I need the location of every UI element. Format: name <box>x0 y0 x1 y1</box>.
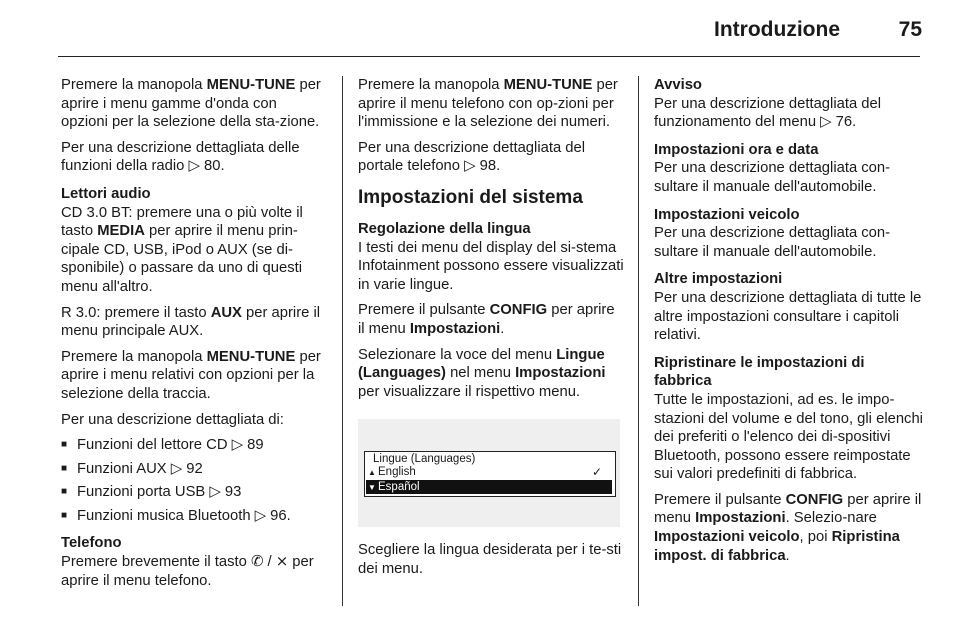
paragraph: R 3.0: premere il tasto AUX per aprire il menu principale AUX. <box>61 304 321 340</box>
arrow-down-icon: ▼ <box>368 483 376 493</box>
note-heading: Avviso <box>654 77 702 93</box>
paragraph: I testi dei menu del display del si-stema Infotainment possono essere visualizzati in varie lingue. <box>358 239 624 293</box>
arrow-up-icon: ▲ <box>368 468 376 478</box>
section-heading-other: Altre impostazioni <box>654 271 783 288</box>
paragraph: Premere il pulsante CONFIG per aprire il menu Impostazioni. Selezio-nare Impostazioni veicolo, poi Ripristina impost. di fabbrica. <box>654 491 922 564</box>
list-item: ■ Funzioni del lettore CD ▷ 89 <box>61 436 327 455</box>
menu-item-espanol-selected: ▼ Español <box>366 480 612 494</box>
list-item: ■ Funzioni AUX ▷ 92 <box>61 460 327 479</box>
page-title: Introduzione <box>714 18 840 41</box>
menu-title: Lingue (Languages) <box>373 453 476 466</box>
paragraph: Scegliere la lingua desiderata per i te-sti dei menu. <box>358 542 622 577</box>
page-number: 75 <box>898 18 922 41</box>
check-icon: ✓ <box>591 465 602 480</box>
paragraph: Tutte le impostazioni, ad es. le impo-stazioni del volume e del tono, gli elenchi dei preferiti o l'elenco dei di-spositivi Bluetooth, possono essere reimpostate sui valori predefiniti di fabbrica. <box>654 391 923 483</box>
subsection-heading-language: Regolazione della lingua <box>358 220 531 237</box>
column-divider <box>638 76 639 606</box>
menu-item-english: ▲ English ✓ <box>366 466 612 479</box>
column-1 <box>61 76 327 597</box>
section-heading-system: Impostazioni del sistema <box>358 186 583 208</box>
list-item: ■ Funzioni musica Bluetooth ▷ 96. <box>61 507 327 526</box>
paragraph: CD 3.0 BT: premere una o più volte il tasto MEDIA per aprire il menu prin-cipale CD, USB, iPod o AUX (se di-sponibile) o passare da uno di questi menu all'altro. <box>61 204 303 295</box>
language-menu-screenshot <box>358 419 620 527</box>
paragraph: Per una descrizione dettagliata di tutte le altre impostazioni consultare i capitoli relativi. <box>654 289 922 344</box>
paragraph: Per una descrizione dettagliata con-sultare il manuale dell'automobile. <box>654 225 891 260</box>
column-divider <box>342 76 343 606</box>
paragraph: Premere brevemente il tasto ✆ / ⨯ per aprire il menu telefono. <box>61 554 314 589</box>
paragraph: Premere la manopola MENU-TUNE per aprire i menu relativi con opzioni per la selezione della traccia. <box>61 348 321 402</box>
paragraph: Per una descrizione dettagliata delle funzioni della radio ▷ 80. <box>61 139 300 175</box>
paragraph: Per una descrizione dettagliata del portale telefono ▷ 98. <box>358 139 586 175</box>
bullet-list <box>61 436 327 525</box>
list-item: ■ Funzioni porta USB ▷ 93 <box>61 483 327 502</box>
page-header <box>0 0 960 58</box>
column-2 <box>358 76 624 586</box>
paragraph: Premere la manopola MENU-TUNE per aprire i menu gamme d'onda con opzioni per la selezione della sta-zione. <box>61 77 321 131</box>
section-heading-audio: Lettori audio <box>61 185 151 202</box>
paragraph: Per una descrizione dettagliata con-sultare il manuale dell'automobile. <box>654 160 891 195</box>
paragraph: Per una descrizione dettagliata del funzionamento del menu ▷ 76. <box>654 95 882 131</box>
language-menu-display <box>364 451 616 497</box>
section-heading-factory-reset: Ripristinare le impostazioni di fabbrica <box>654 354 865 390</box>
paragraph: Premere il pulsante CONFIG per aprire il menu Impostazioni. <box>358 302 615 337</box>
section-heading-phone: Telefono <box>61 535 122 552</box>
section-heading-vehicle: Impostazioni veicolo <box>654 206 800 223</box>
header-rule <box>58 56 920 57</box>
section-heading-time-date: Impostazioni ora e data <box>654 141 819 158</box>
paragraph: Premere la manopola MENU-TUNE per aprire il menu telefono con op-zioni per l'immissione e la selezione dei numeri. <box>358 77 618 131</box>
phone-icon: ✆ / ⨯ <box>250 554 289 571</box>
paragraph: Selezionare la voce del menu Lingue (Languages) nel menu Impostazioni per visualizzare il rispettivo menu. <box>358 346 606 400</box>
column-3 <box>654 76 924 572</box>
paragraph: Per una descrizione dettagliata di: <box>61 411 284 428</box>
